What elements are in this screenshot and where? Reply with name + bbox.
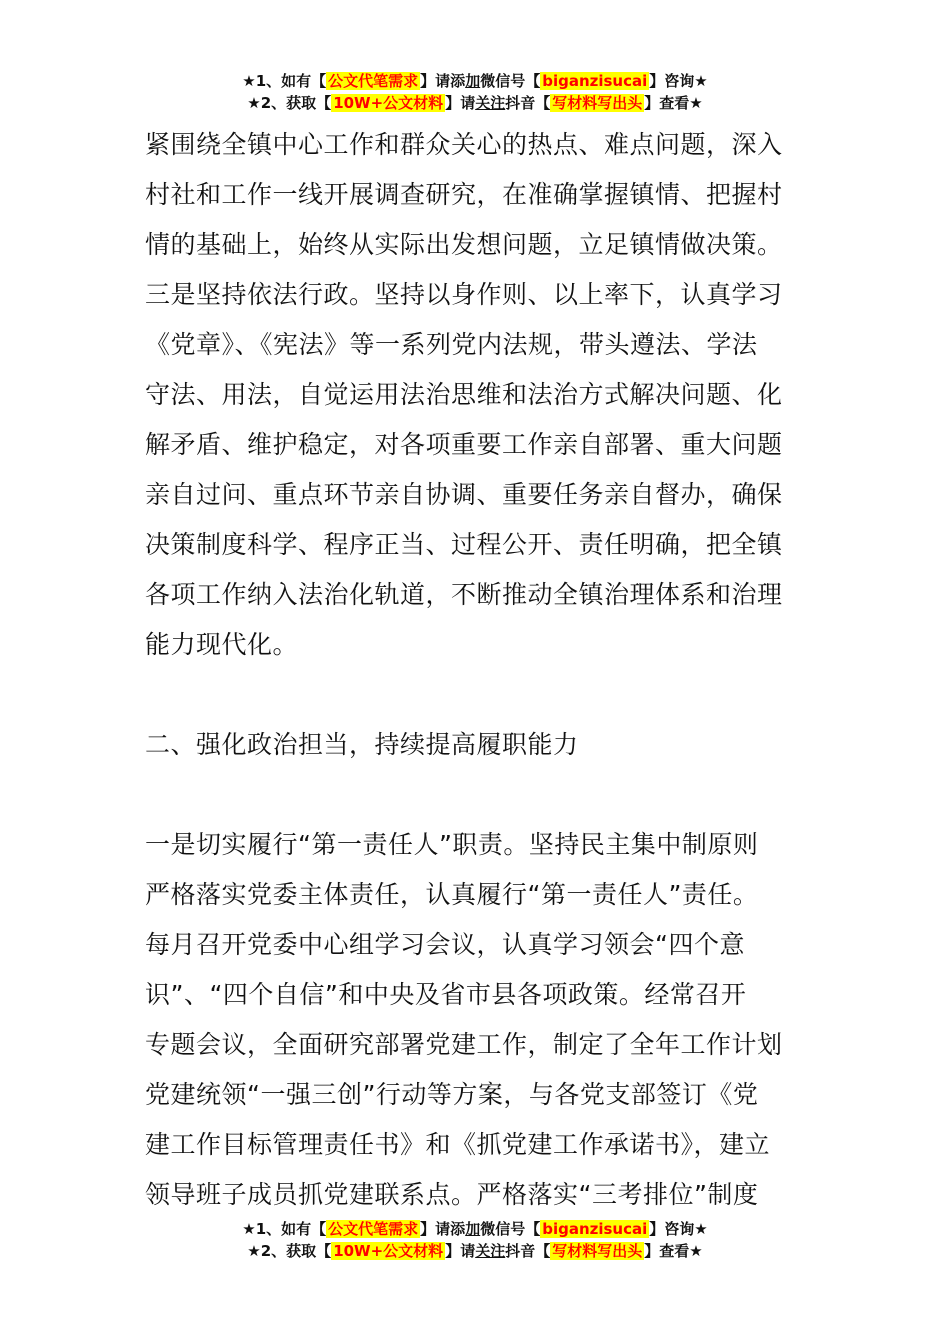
body-line: 党建统领“一强三创”行动等方案，与各党支部签订《党 [145, 1080, 759, 1109]
promo-highlight: 10W+公文材料 [333, 94, 444, 112]
body-line: 专题会议，全面研究部署党建工作，制定了全年工作计划 [145, 1030, 783, 1059]
promo-text: ★2、获取【 [247, 94, 332, 112]
body-line: 各项工作纳入法治化轨道，不断推动全镇治理体系和治理 [145, 580, 783, 609]
promo-underline: 加 [465, 72, 481, 90]
promo-highlight: 写材料写出头 [552, 1242, 643, 1260]
promo-text: 】请 [445, 94, 476, 112]
promo-banner-top [0, 70, 950, 114]
body-line: 三是坚持依法行政。坚持以身作则、以上率下，认真学习 [145, 280, 783, 309]
body-line: 识”、“四个自信”和中央及省市县各项政策。经常召开 [145, 980, 747, 1009]
body-line: 村社和工作一线开展调查研究，在准确掌握镇情、把握村 [145, 180, 783, 209]
promo-text: ★1、如有【 [242, 1220, 327, 1238]
promo-text: 】请添 [420, 1220, 466, 1238]
body-line: 领导班子成员抓党建联系点。严格落实“三考排位”制度 [145, 1180, 759, 1209]
section-heading: 二、强化政治担当，持续提高履职能力 [145, 730, 579, 759]
promo-text: 抖音【 [505, 94, 551, 112]
promo-text: 微信号【 [480, 1220, 541, 1238]
body-line: 守法、用法，自觉运用法治思维和法治方式解决问题、化 [145, 380, 783, 409]
blank-line [145, 670, 817, 720]
promo-text: 】咨询★ [649, 72, 708, 90]
promo-line-2 [0, 1240, 950, 1262]
body-line: 能力现代化。 [145, 630, 299, 659]
body-line: 亲自过问、重点环节亲自协调、重要任务亲自督办，确保 [145, 480, 783, 509]
promo-line-1 [0, 1218, 950, 1240]
promo-text: 】请添 [420, 72, 466, 90]
promo-text: ★1、如有【 [242, 72, 327, 90]
promo-underline: 加 [465, 1220, 481, 1238]
promo-highlight: biganzisucai [542, 72, 648, 90]
promo-highlight: 公文代笔需求 [328, 72, 419, 90]
body-line: 解矛盾、维护稳定，对各项重要工作亲自部署、重大问题 [145, 430, 783, 459]
promo-text: 抖音【 [505, 1242, 551, 1260]
body-line: 决策制度科学、程序正当、过程公开、责任明确，把全镇 [145, 530, 783, 559]
promo-banner-bottom [0, 1218, 950, 1262]
promo-highlight: biganzisucai [542, 1220, 648, 1238]
document-body [145, 120, 817, 1220]
body-line: 一是切实履行“第一责任人”职责。坚持民主集中制原则 [145, 830, 759, 859]
promo-text: 微信号【 [480, 72, 541, 90]
body-line: 每月召开党委中心组学习会议，认真学习领会“四个意 [145, 930, 745, 959]
body-line: 情的基础上，始终从实际出发想问题，立足镇情做决策。 [145, 230, 783, 259]
promo-text: 】请 [445, 1242, 476, 1260]
body-line: 严格落实党委主体责任，认真履行“第一责任人”责任。 [145, 880, 759, 909]
promo-line-1 [0, 70, 950, 92]
promo-underline: 关注 [475, 94, 506, 112]
body-line: 紧围绕全镇中心工作和群众关心的热点、难点问题，深入 [145, 130, 783, 159]
promo-line-2 [0, 92, 950, 114]
promo-highlight: 公文代笔需求 [328, 1220, 419, 1238]
body-line: 《党章》、《宪法》等一系列党内法规，带头遵法、学法 [145, 330, 758, 359]
promo-text: 】查看★ [644, 1242, 703, 1260]
promo-text: ★2、获取【 [247, 1242, 332, 1260]
promo-text: 】查看★ [644, 94, 703, 112]
promo-text: 】咨询★ [649, 1220, 708, 1238]
promo-highlight: 写材料写出头 [552, 94, 643, 112]
promo-highlight: 10W+公文材料 [333, 1242, 444, 1260]
blank-line [145, 770, 817, 820]
body-line: 建工作目标管理责任书》和《抓党建工作承诺书》，建立 [145, 1130, 771, 1159]
promo-underline: 关注 [475, 1242, 506, 1260]
